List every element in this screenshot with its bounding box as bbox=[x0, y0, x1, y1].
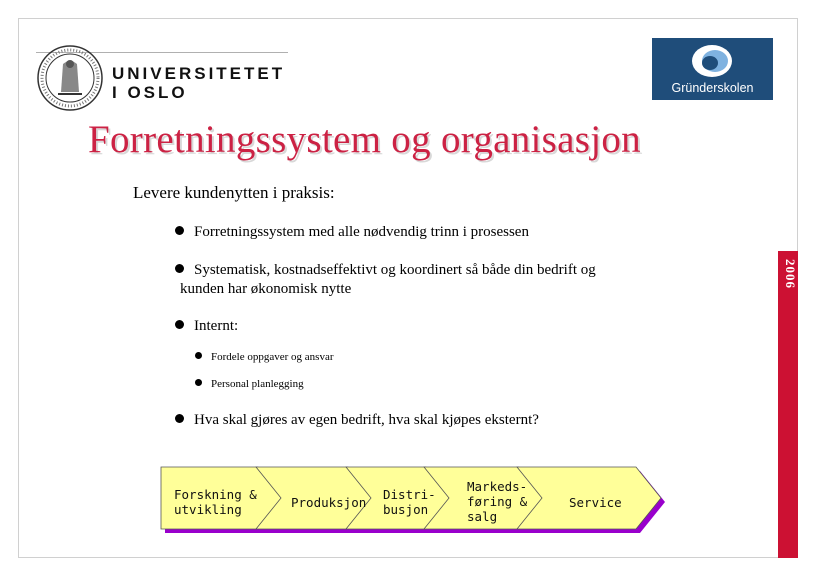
value-chain-step-label bbox=[174, 487, 257, 517]
bullet-text: Internt: bbox=[194, 318, 239, 334]
step-label-line: busjon bbox=[383, 502, 429, 517]
value-chain-step-label bbox=[569, 495, 622, 510]
value-chain-step-label bbox=[383, 487, 436, 517]
university-name-line1: UNIVERSITETET bbox=[112, 64, 286, 83]
step-label-line: salg bbox=[467, 509, 498, 524]
year-label: 2006 bbox=[783, 259, 798, 289]
value-chain-step-label bbox=[291, 495, 366, 510]
step-label-line: føring & bbox=[467, 494, 528, 509]
slide-title: Forretningssystem og organisasjon bbox=[88, 118, 641, 161]
step-label-line: Distri- bbox=[383, 487, 436, 502]
step-label-line: Service bbox=[569, 495, 622, 510]
sub-bullet-text: Personal planlegging bbox=[211, 378, 304, 390]
bullet-text: Hva skal gjøres av egen bedrift, hva skal kjøpes eksternt? bbox=[194, 412, 539, 428]
step-label-line: Produksjon bbox=[291, 495, 367, 510]
step-label-line: Forskning & bbox=[174, 487, 257, 502]
step-label-line: utvikling bbox=[174, 502, 242, 517]
slide-intro: Levere kundenytten i praksis: bbox=[133, 183, 335, 202]
bullet-text: kunden har økonomisk nytte bbox=[180, 281, 352, 297]
university-name-line2: I OSLO bbox=[112, 83, 188, 102]
bullet-text: Forretningssystem med alle nødvendig trinn i prosessen bbox=[194, 224, 529, 240]
partner-logo-text: Gründerskolen bbox=[671, 81, 754, 95]
step-label-line: Markeds- bbox=[467, 479, 528, 494]
sub-bullet-text: Fordele oppgaver og ansvar bbox=[211, 351, 334, 363]
bullet-text: Systematisk, kostnadseffektivt og koordinert så både din bedrift og bbox=[194, 262, 596, 278]
value-chain-step-label bbox=[467, 479, 527, 524]
